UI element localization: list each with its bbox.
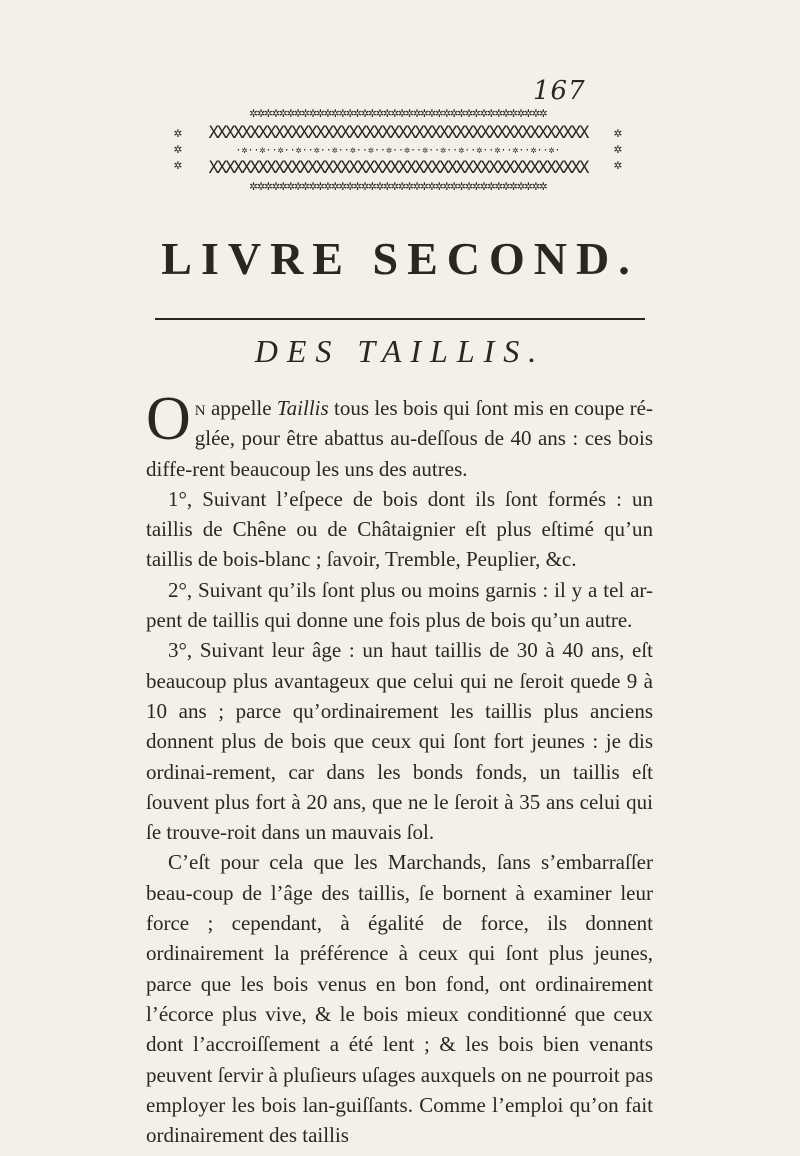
term-taillis: Taillis (276, 396, 329, 420)
paragraph-2: 1°, Suivant l’eſpece de bois dont ils ſont formés : un taillis de Chêne ou de Châtaignier eſt plus eſtimé qu’un taillis de bois-blanc ; ſavoir, Tremble, Peuplier, &c. (146, 486, 653, 572)
drop-cap: O (146, 385, 191, 453)
book-title: LIVRE SECOND. (161, 233, 639, 284)
paragraph-4: 3°, Suivant leur âge : un haut taillis de 30 à 40 ans, eſt beaucoup plus avantageux que celui qui ne ſeroit quede 9 à 10 ans ; parce qu’ordinairement les taillis plus anciens donnent plus de bois que ceux qui ſont fort jeunes : je dis ordinai-rement, car dans les bonds fonds, un taillis eſt ſouvent plus fort à 20 ans, que ne le ſeroit à 35 ans celui qui ſe trouve-roit dans un mauvais ſol. (146, 638, 653, 845)
body-text (146, 385, 653, 1150)
small-caps-word: n (194, 396, 206, 420)
header-ornament (168, 105, 628, 193)
title-rule (155, 318, 645, 320)
paragraph-1-text-b: tous les bois qui ſont mis en coupe ré-glée, pour être abattus au-deſſous de 40 ans : ces bois diffe-rent beaucoup les uns des autres. (146, 396, 653, 481)
ornament-side-left (168, 125, 188, 173)
ornament-star-row-top: ✲✲✲✲✲✲✲✲✲✲✲✲✲✲✲✲✲✲✲✲✲✲✲✲✲✲✲✲✲✲✲✲✲✲✲✲✲✲✲✲ (249, 105, 547, 121)
paragraph-1 (146, 385, 653, 484)
ornament-side-glyph: ✲ ✲ ✲ (613, 125, 623, 173)
ornament-x-row-bottom: XXXXXXXXXXXXXXXXXXXXXXXXXXXXXXXXXXXXXXXXXXXXXX (208, 159, 588, 177)
page-number: 167 (533, 76, 586, 106)
paragraph-1-text-a: appelle (205, 396, 277, 420)
paragraph-3: 2°, Suivant qu’ils ſont plus ou moins garnis : il y a tel ar-pent de taillis qui donne une fois plus de bois qu’un autre. (146, 577, 653, 633)
ornament-side-glyph: ✲ ✲ ✲ (173, 125, 183, 173)
chapter-title: DES TAILLIS. (254, 333, 546, 369)
ornament-side-right (608, 125, 628, 173)
ornament-small-row: ·✲··✲··✲··✲··✲··✲··✲··✲··✲··✲··✲··✲··✲··✲··✲··✲··✲··✲· (235, 145, 561, 156)
ornament-star-row-bottom: ✲✲✲✲✲✲✲✲✲✲✲✲✲✲✲✲✲✲✲✲✲✲✲✲✲✲✲✲✲✲✲✲✲✲✲✲✲✲✲✲ (249, 178, 547, 194)
ornament-x-row-top: XXXXXXXXXXXXXXXXXXXXXXXXXXXXXXXXXXXXXXXXXXXXXX (208, 124, 588, 142)
paragraph-5: C’eſt pour cela que les Marchands, ſans s’embarraſſer beau-coup de l’âge des taillis, ſe bornent à examiner leur force ; cependant, à égalité de force, ils donnent ordinairement la préférence à ceux qui ſont plus jeunes, parce que les bois venus en bon fond, ont ordinairement l’écorce plus vive, & le bois mieux conditionné que ceux dont l’accroiſſement a été lent ; & les bois bien venants peuvent ſervir à pluſieurs uſages auxquels on ne pourroit pas employer les bois lan-guiſſants. Comme l’emploi qu’on fait ordinairement des taillis (146, 850, 653, 1148)
